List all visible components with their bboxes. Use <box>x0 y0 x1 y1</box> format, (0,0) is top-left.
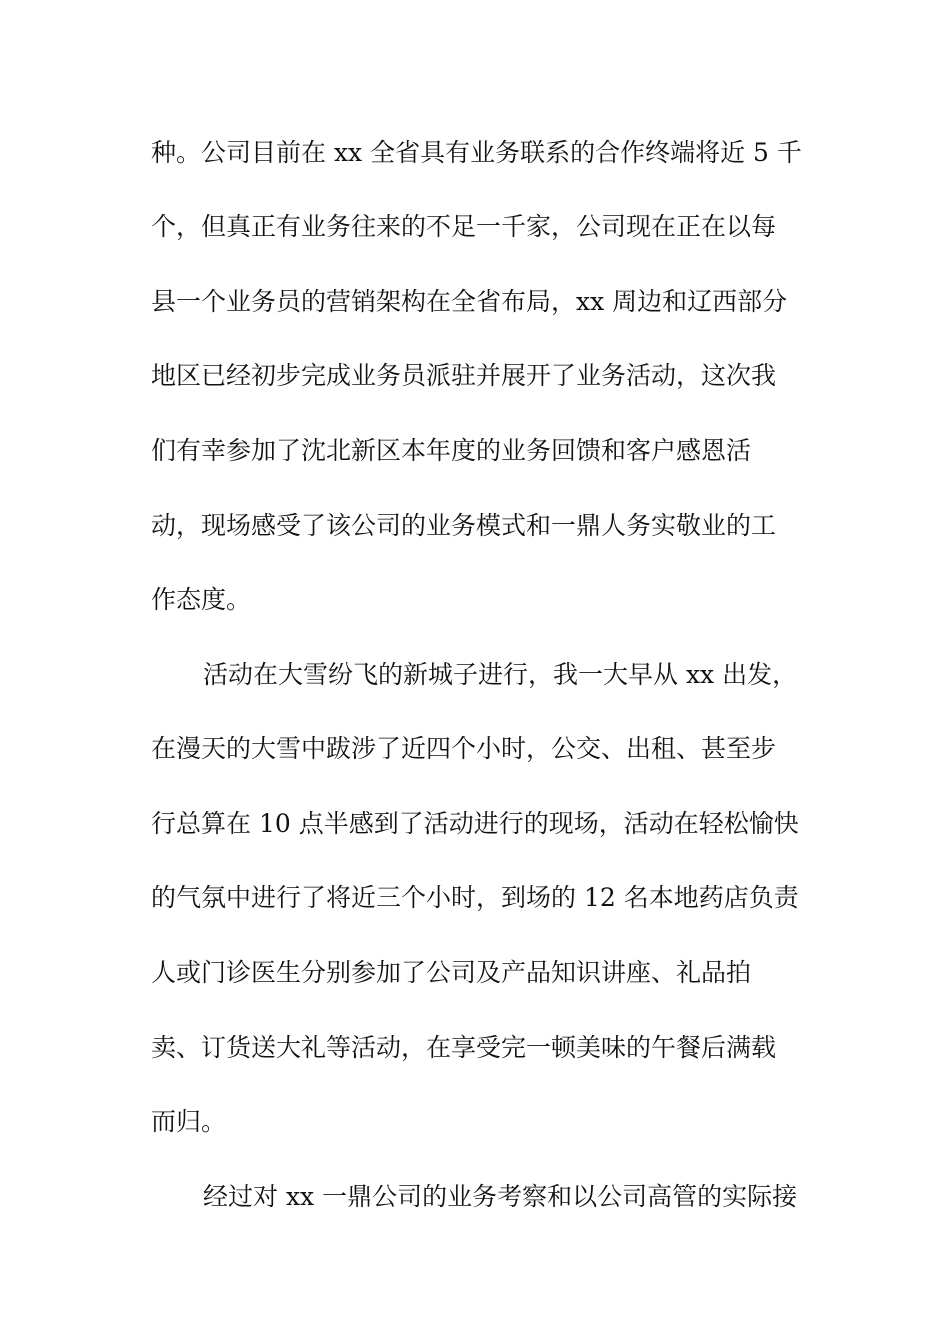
text-line: 种。公司目前在 xx 全省具有业务联系的合作终端将近 5 千 <box>151 138 802 167</box>
text-line: 而归。 <box>151 1107 227 1136</box>
paragraph-first-line: 经过对 xx 一鼎公司的业务考察和以公司高管的实际接 <box>203 1182 798 1211</box>
text-line: 动，现场感受了该公司的业务模式和一鼎人务实敬业的工 <box>151 511 777 540</box>
text-line: 在漫天的大雪中跋涉了近四个小时，公交、出租、甚至步 <box>151 734 777 763</box>
text-line: 县一个业务员的营销架构在全省布局，xx 周边和辽西部分 <box>151 287 788 316</box>
text-line: 的气氛中进行了将近三个小时，到场的 12 名本地药店负责 <box>151 883 799 912</box>
text-line: 作态度。 <box>151 585 252 614</box>
paragraph-first-line: 活动在大雪纷飞的新城子进行，我一大早从 xx 出发， <box>203 660 798 689</box>
text-line: 们有幸参加了沈北新区本年度的业务回馈和客户感恩活 <box>151 436 752 465</box>
text-line: 地区已经初步完成业务员派驻并展开了业务活动，这次我 <box>151 361 777 390</box>
text-line: 卖、订货送大礼等活动，在享受完一顿美味的午餐后满载 <box>151 1033 777 1062</box>
text-line: 人或门诊医生分别参加了公司及产品知识讲座、礼品拍 <box>151 958 752 987</box>
text-line: 个，但真正有业务往来的不足一千家，公司现在正在以每 <box>151 212 777 241</box>
text-line: 行总算在 10 点半感到了活动进行的现场，活动在轻松愉快 <box>151 809 799 838</box>
